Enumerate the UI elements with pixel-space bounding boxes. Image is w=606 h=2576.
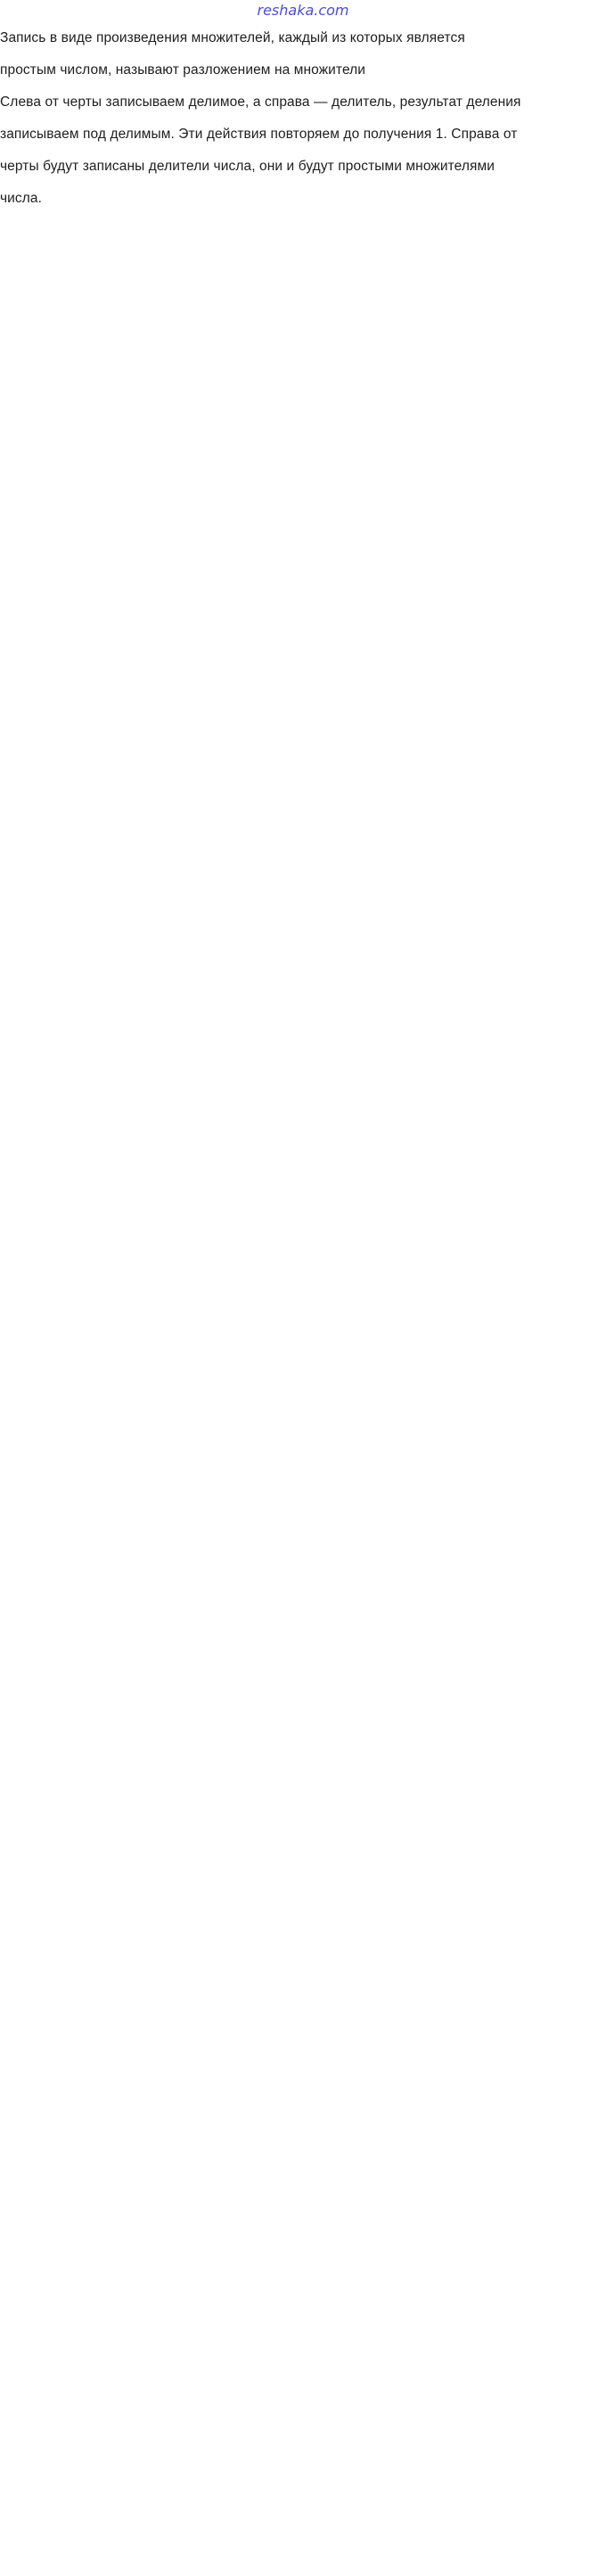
paragraph-line: черты будут записаны делители числа, они и будут простыми множителями <box>0 159 495 174</box>
paragraph-line: Запись в виде произведения множителей, каждый из которых является <box>0 30 465 45</box>
paragraph-line: простым числом, называют разложением на множители <box>0 62 366 78</box>
paragraph-line: Слева от черты записываем делимое, а справа — делитель, результат деления <box>0 94 521 110</box>
paragraph-line: записываем под делимым. Эти действия повторяем до получения 1. Справа от <box>0 127 518 142</box>
paragraph-line: числа. <box>0 191 43 206</box>
site-logo[interactable]: reshaka.com <box>257 2 349 19</box>
